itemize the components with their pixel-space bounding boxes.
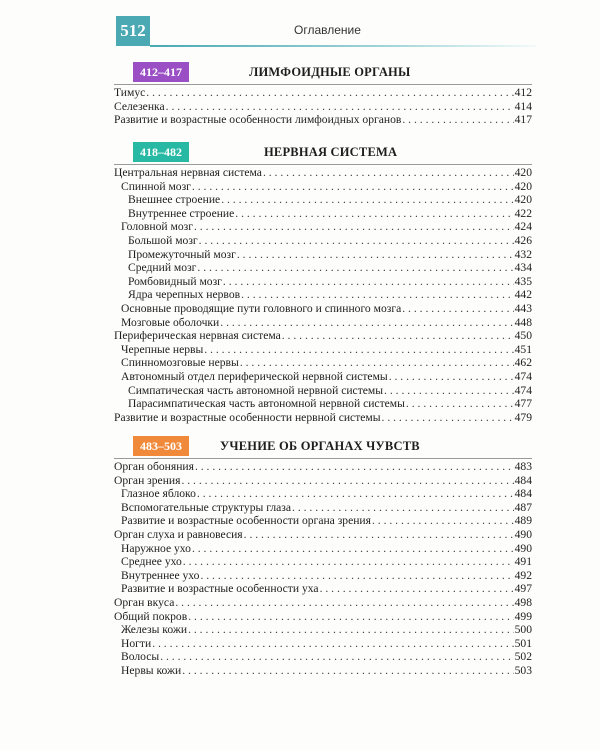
toc-leader-dots (188, 623, 514, 637)
section-heading-nervous (133, 142, 533, 162)
section-title: ЛИМФОИДНЫЕ ОРГАНЫ (249, 65, 411, 79)
toc-leader-dots (241, 288, 514, 302)
toc-entry (114, 542, 532, 556)
toc-entry-page: 484 (514, 487, 532, 501)
toc-entry-title: Глазное яблоко (121, 487, 196, 501)
toc-entry-title: Внешнее строение (128, 193, 221, 207)
toc-leader-dots (389, 370, 514, 384)
toc-entry-page: 477 (514, 397, 532, 411)
toc-entry-title: Наружное ухо (121, 541, 191, 555)
page-header (0, 16, 600, 46)
toc-entry-page: 420 (514, 179, 532, 193)
toc-entry-page: 462 (514, 356, 532, 370)
toc-list-nervous (114, 166, 532, 424)
toc-leader-dots (221, 193, 513, 207)
header-title: Оглавление (294, 23, 361, 37)
section-rule (114, 84, 532, 85)
toc-entry-title: Головной мозг (121, 220, 193, 234)
toc-leader-dots (240, 356, 514, 370)
toc-entry (114, 248, 532, 262)
toc-entry (114, 261, 532, 275)
toc-leader-dots (372, 514, 514, 528)
toc-entry-title: Внутреннее ухо (121, 568, 200, 582)
toc-entry-page: 414 (514, 99, 532, 113)
toc-entry-title: Ядра черепных нервов (128, 288, 241, 302)
toc-entry-title: Основные проводящие пути головного и спинного мозга (121, 301, 402, 315)
toc-entry-page: 435 (514, 274, 532, 288)
toc-entry (114, 596, 532, 610)
toc-entry-title: Периферическая нервная система (114, 329, 281, 343)
toc-leader-dots (197, 261, 513, 275)
page-number: 512 (116, 16, 150, 46)
toc-entry-page: 497 (514, 582, 532, 596)
toc-leader-dots (406, 397, 514, 411)
toc-entry (114, 650, 532, 664)
toc-entry-page: 426 (514, 233, 532, 247)
toc-entry (114, 637, 532, 651)
toc-entry-page: 422 (514, 206, 532, 220)
toc-entry-title: Развитие и возрастные особенности органа зрения (121, 514, 371, 528)
toc-leader-dots (197, 487, 514, 501)
toc-entry-page: 479 (514, 410, 532, 424)
toc-entry-page: 492 (514, 568, 532, 582)
section-rule (114, 164, 532, 165)
toc-entry (114, 384, 532, 398)
toc-leader-dots (402, 302, 513, 316)
toc-leader-dots (244, 528, 514, 542)
toc-entry-title: Среднее ухо (121, 555, 182, 569)
toc-leader-dots (220, 316, 513, 330)
toc-leader-dots (402, 113, 513, 127)
toc-entry-title: Тимус (114, 86, 146, 99)
toc-entry-title: Развитие и возрастные особенности лимфоидных органов (114, 113, 402, 127)
toc-entry-page: 489 (514, 514, 532, 528)
toc-entry-page: 420 (514, 166, 532, 179)
toc-entry-page: 474 (514, 369, 532, 383)
toc-leader-dots (199, 234, 514, 248)
toc-entry (114, 275, 532, 289)
toc-entry (114, 329, 532, 343)
section-title: НЕРВНАЯ СИСТЕМА (264, 145, 398, 159)
toc-entry-page: 502 (514, 650, 532, 664)
toc-leader-dots (181, 474, 513, 488)
toc-entry-page: 490 (514, 541, 532, 555)
toc-entry-title: Селезенка (114, 99, 165, 113)
toc-entry (114, 343, 532, 357)
toc-entry (114, 460, 532, 474)
toc-entry-page: 420 (514, 193, 532, 207)
toc-entry (114, 474, 532, 488)
toc-entry (114, 664, 532, 678)
section-heading-senses (133, 436, 533, 456)
toc-entry-title: Общий покров (114, 609, 188, 623)
toc-entry-title: Вспомогательные структуры глаза (121, 500, 292, 514)
toc-entry-page: 448 (514, 315, 532, 329)
toc-entry-title: Спинномозговые нервы (121, 356, 239, 370)
toc-entry-page: 417 (514, 113, 532, 127)
toc-entry-title: Промежуточный мозг (128, 247, 236, 261)
toc-entry-title: Внутреннее строение (128, 206, 235, 220)
toc-entry (114, 623, 532, 637)
toc-leader-dots (188, 610, 513, 624)
toc-entry (114, 514, 532, 528)
toc-list-lymphoid (114, 86, 532, 127)
toc-list-senses (114, 460, 532, 678)
toc-entry (114, 316, 532, 330)
toc-entry-title: Мозговые оболочки (121, 315, 220, 329)
toc-entry-title: Ромбовидный мозг (128, 274, 222, 288)
toc-entry-title: Автономный отдел периферической нервной системы (121, 369, 388, 383)
toc-entry-title: Орган обоняния (114, 460, 194, 473)
toc-entry (114, 86, 532, 100)
toc-leader-dots (160, 650, 513, 664)
toc-leader-dots (223, 275, 514, 289)
toc-entry (114, 302, 532, 316)
toc-entry-title: Симпатическая часть автономной нервной системы (128, 383, 384, 397)
toc-leader-dots (192, 542, 514, 556)
toc-entry (114, 397, 532, 411)
toc-entry (114, 180, 532, 194)
toc-entry-title: Спинной мозг (121, 179, 191, 193)
toc-leader-dots (320, 582, 514, 596)
toc-entry-page: 490 (514, 527, 532, 541)
toc-entry-title: Большой мозг (128, 233, 198, 247)
toc-entry (114, 166, 532, 180)
toc-leader-dots (292, 501, 514, 515)
toc-entry-title: Орган вкуса (114, 595, 175, 609)
toc-leader-dots (152, 637, 513, 651)
toc-entry-page: 500 (514, 623, 532, 637)
toc-entry-page: 484 (514, 473, 532, 487)
toc-entry (114, 100, 532, 114)
section-range-badge: 483–503 (133, 436, 189, 456)
toc-entry-title: Орган зрения (114, 473, 181, 487)
toc-entry-page: 499 (514, 609, 532, 623)
toc-entry (114, 220, 532, 234)
toc-leader-dots (166, 100, 514, 114)
toc-entry (114, 370, 532, 384)
toc-leader-dots (194, 220, 514, 234)
toc-entry-page: 443 (514, 301, 532, 315)
toc-leader-dots (195, 460, 514, 474)
toc-entry (114, 569, 532, 583)
section-range-badge: 412–417 (133, 62, 189, 82)
toc-entry (114, 356, 532, 370)
toc-entry (114, 501, 532, 515)
toc-entry (114, 193, 532, 207)
toc-entry-page: 474 (514, 383, 532, 397)
toc-entry-title: Развитие и возрастные особенности уха (121, 582, 319, 596)
toc-leader-dots (175, 596, 513, 610)
toc-entry-page: 432 (514, 247, 532, 261)
toc-entry-page: 442 (514, 288, 532, 302)
section-range-badge: 418–482 (133, 142, 189, 162)
section-heading-lymphoid (133, 62, 533, 82)
toc-entry-page: 434 (514, 261, 532, 275)
toc-entry-title: Волосы (121, 650, 160, 664)
toc-entry (114, 582, 532, 596)
toc-leader-dots (146, 86, 513, 100)
header-rule (150, 45, 536, 47)
toc-entry-title: Орган слуха и равновесия (114, 527, 243, 541)
toc-entry-title: Железы кожи (121, 623, 188, 637)
toc-leader-dots (237, 248, 514, 262)
toc-entry-title: Развитие и возрастные особенности нервной системы (114, 410, 381, 424)
toc-entry (114, 528, 532, 542)
toc-entry-page: 450 (514, 329, 532, 343)
toc-entry-page: 501 (514, 636, 532, 650)
toc-entry (114, 487, 532, 501)
section-title: УЧЕНИЕ ОБ ОРГАНАХ ЧУВСТВ (220, 439, 420, 453)
toc-entry-page: 483 (514, 460, 532, 473)
toc-entry-page: 451 (514, 342, 532, 356)
toc-entry-page: 498 (514, 595, 532, 609)
toc-entry-title: Черепные нервы (121, 342, 204, 356)
toc-entry-page: 487 (514, 500, 532, 514)
toc-entry-title: Центральная нервная система (114, 166, 262, 179)
toc-entry-page: 424 (514, 220, 532, 234)
toc-leader-dots (384, 384, 514, 398)
toc-leader-dots (204, 343, 513, 357)
toc-entry (114, 288, 532, 302)
toc-entry-title: Парасимпатическая часть автономной нервной системы (128, 397, 405, 411)
toc-entry (114, 234, 532, 248)
toc-leader-dots (200, 569, 513, 583)
toc-entry (114, 411, 532, 425)
toc-leader-dots (282, 329, 514, 343)
toc-entry-title: Средний мозг (128, 261, 197, 275)
toc-entry-page: 503 (514, 663, 532, 677)
toc-leader-dots (192, 180, 514, 194)
toc-leader-dots (182, 664, 513, 678)
toc-entry (114, 113, 532, 127)
toc-entry (114, 207, 532, 221)
toc-leader-dots (183, 555, 514, 569)
toc-entry-page: 491 (514, 555, 532, 569)
toc-entry-title: Нервы кожи (121, 663, 182, 677)
section-rule (114, 458, 532, 459)
toc-entry-title: Ногти (121, 636, 152, 650)
toc-entry (114, 610, 532, 624)
toc-entry (114, 555, 532, 569)
toc-leader-dots (235, 207, 513, 221)
toc-entry-page: 412 (514, 86, 532, 99)
toc-leader-dots (263, 166, 514, 180)
toc-leader-dots (382, 411, 514, 425)
